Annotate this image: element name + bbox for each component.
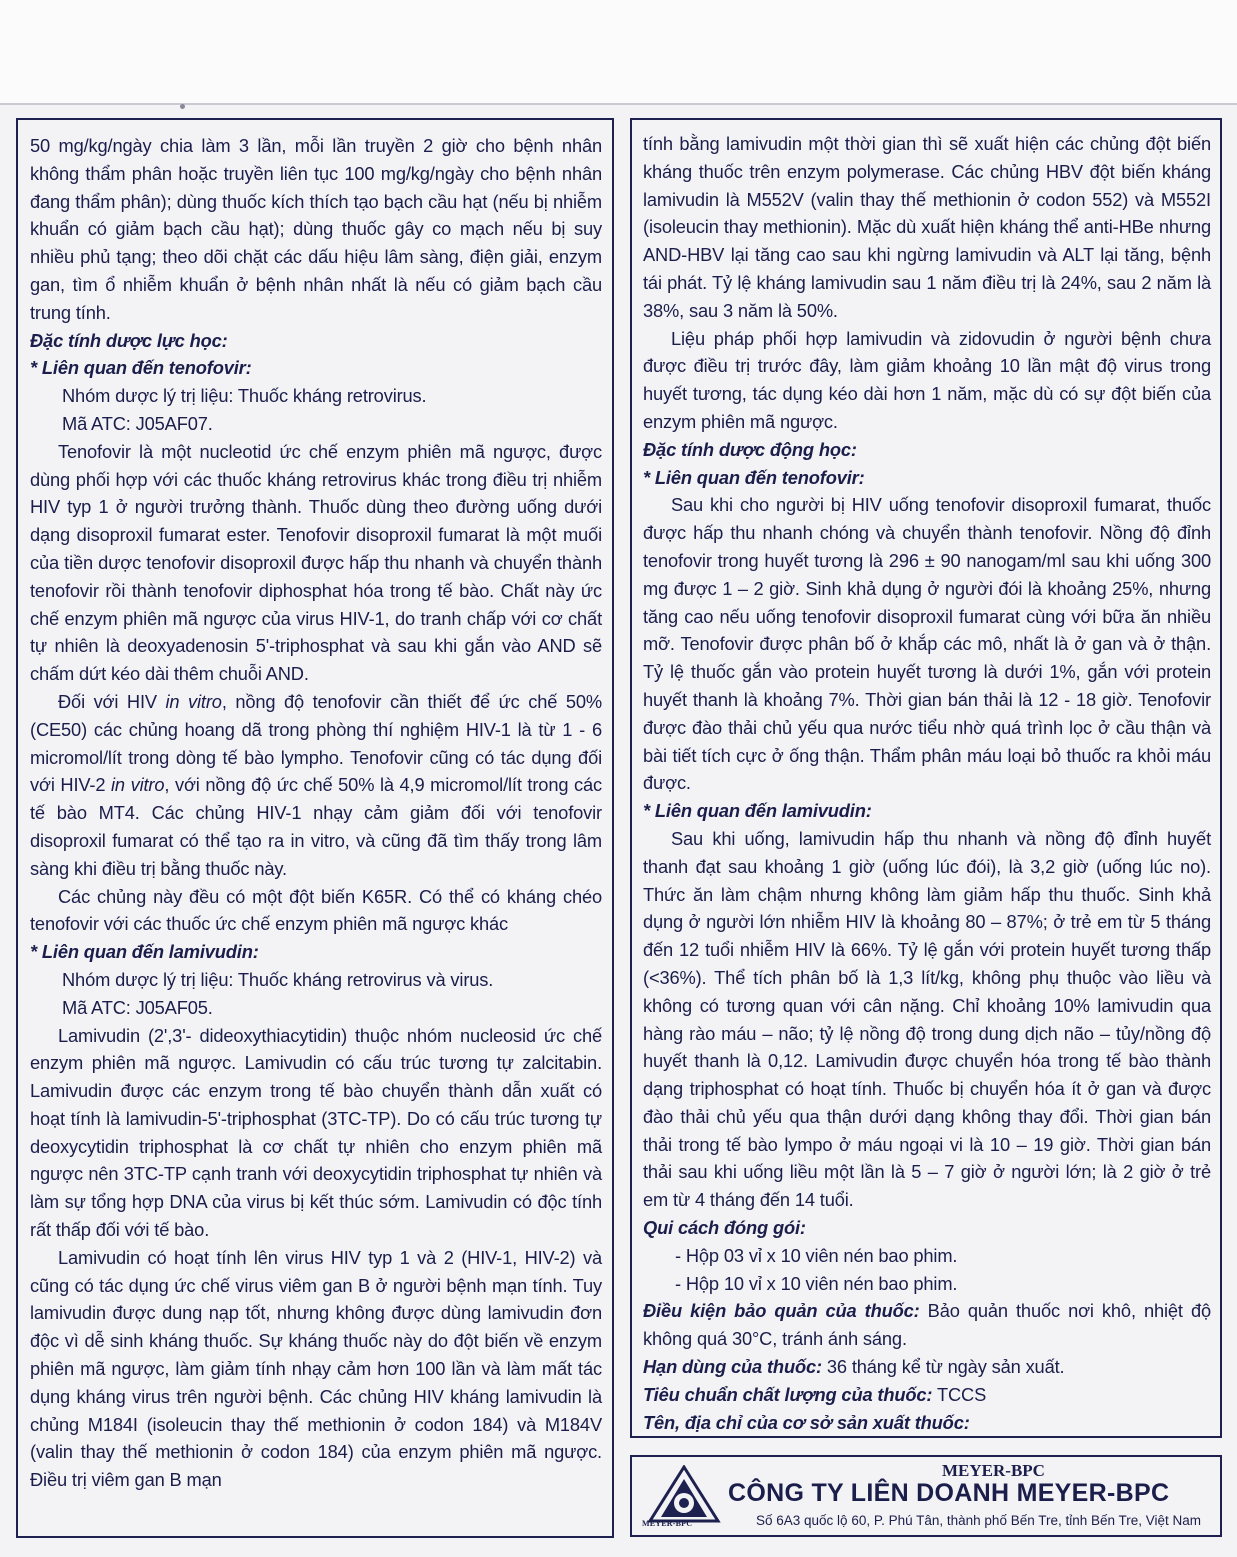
heading-pharmacokinetics: Đặc tính dược động học: [643,438,857,460]
quality-standard: Tiêu chuẩn chất lượng của thuốc: TCCS [643,1383,987,1405]
heading-tenofovir-pk: * Liên quan đến tenofovir: [643,466,865,488]
paper-speck [180,104,185,109]
brand-name: MEYER-BPC [942,1461,1045,1480]
paragraph-combination-therapy: Liệu pháp phối hợp lamivudin và zidovudin ở người bệnh chưa được điều trị trước đây, làm giảm khoảng 10 lần mật độ virus trong huyết tương, tác dụng kéo dài hơn 1 năm, mặc dù có sự đột biến của enzym phiên mã ngược. [643,327,1211,432]
heading-tenofovir: * Liên quan đến tenofovir: [30,357,252,379]
heading-pharmacodynamics: Đặc tính dược lực học: [30,329,228,351]
shelf-life: Hạn dùng của thuốc: 36 tháng kể từ ngày sản xuất. [643,1356,1065,1378]
tenofovir-pk-paragraph: Sau khi cho người bị HIV uống tenofovir disoproxil fumarat, thuốc được hấp thu nhanh chóng và chuyển thành tenofovir. Nồng độ đỉnh tenofovir trong huyết tương là 296 ± 90 nanogam/ml sau khi uống 300 mg được 1 – 2 giờ. Sinh khả dụng ở người đói là khoảng 25%, nhưng tăng cao nếu uống tenofovir disoproxil fumarat cùng với bữa ăn nhiều mỡ. Tenofovir được phân bố ở khắp các mô, nhất là ở gan và ở thận. Tỷ lệ thuốc gắn vào protein huyết tương là dưới 1%, gắn với protein huyết thanh là khoảng 7%. Thời gian bán thải là 12 - 18 giờ. Tenofovir được đào thải chủ yếu qua nước tiểu nhờ quá trình lọc ở cầu thận và bài tiết tích cực ở ống thận. Thẩm phân máu loại bỏ thuốc ra khỏi máu được. [643,494,1211,794]
manufacturer-box [630,1455,1222,1537]
logo-label: MEYER-BPC [642,1519,693,1528]
packaging-item-2: - Hộp 10 vỉ x 10 viên nén bao phim. [675,1272,958,1294]
tenofovir-group: Nhóm dược lý trị liệu: Thuốc kháng retrovirus. [62,385,427,407]
lamivudin-atc: Mã ATC: J05AF05. [62,996,213,1018]
lamivudin-paragraph-2: Lamivudin có hoạt tính lên virus HIV typ 1 và 2 (HIV-1, HIV-2) và cũng có tác dụng ức chế virus viêm gan B ở người bệnh mạn tính. Tuy lamivudin được dung nạp tốt, nhưng không được dùng lamivudin đơn độc vì dễ sinh kháng thuốc. Sự kháng thuốc này do đột biến về enzym phiên mã ngược, làm giảm tính nhạy cảm hơn 100 lần và làm mất tác dụng kháng virus trên người bệnh. Các chủng HIV kháng lamivudin là chủng M184I (isoleucin thay thế methionin ở codon 184) và M184V (valin thay thế methionin ở codon 184) của enzym phiên mã ngược. Điều trị viêm gan B mạn [30,1246,602,1491]
heading-lamivudin-pk: * Liên quan đến lamivudin: [643,800,872,822]
manufacturer-heading: Tên, địa chỉ của cơ sở sản xuất thuốc: [643,1411,970,1433]
lamivudin-pk-paragraph: Sau khi uống, lamivudin hấp thu nhanh và nồng độ đỉnh huyết thanh đạt sau khoảng 1 giờ (uống lúc đói), là 3,2 giờ (uống lúc no). Thức ăn làm chậm nhưng không làm giảm hấp thu thuốc. Sinh khả dụng ở người lớn nhiễm HIV là khoảng 80 – 87%; ở trẻ em từ 5 tháng đến 12 tuổi nhiễm HIV là 66%. Tỷ lệ gắn với protein huyết tương thấp (<36%). Thể tích phân bố là 1,3 lít/kg, không phụ thuộc vào liều và không có tương quan với cân nặng. Chỉ khoảng 10% lamivudin qua hàng rào máu – não; tỷ lệ nồng độ trong dung dịch não – tủy/nồng độ huyết thanh là 0,12. Lamivudin được chuyển hóa trong tế bào thành dạng triphosphat có hoạt tính. Thuốc bị chuyển hóa ít ở gan và được đào thải chủ yếu qua thận dưới dạng không thay đổi. Thời gian bán thải trong tế bào lympo ở máu ngoại vi là 10 – 19 giờ. Thời gian bán thải sau khi uống liều một lần là 5 – 7 giờ ở người lớn; là 2 giờ ở trẻ em từ 4 tháng đến 14 tuổi. [643,827,1211,1211]
paragraph-treatment: 50 mg/kg/ngày chia làm 3 lần, mỗi lần truyền 2 giờ cho bệnh nhân không thẩm phân hoặc truyền liên tục 100 mg/kg/ngày cho bệnh nhân đang thẩm phân); dùng thuốc kích thích tạo bạch cầu hạt (nếu bị nhiễm khuẩn có giảm bạch cầu hạt); dùng thuốc gây co mạch nếu bị suy nhiều phủ tạng; theo dõi chặt các dấu hiệu lâm sàng, điện giải, enzym gan, tìm ổ nhiễm khuẩn ở bệnh nhân nhất là nếu có giảm bạch cầu trung tính. [30,135,602,323]
right-column [630,118,1222,1438]
company-name: CÔNG TY LIÊN DOANH MEYER-BPC [728,1479,1170,1507]
packaging-item-1: - Hộp 03 vỉ x 10 viên nén bao phim. [675,1244,958,1266]
heading-packaging: Qui cách đóng gói: [643,1217,806,1239]
page-top-margin [0,0,1237,104]
tenofovir-atc: Mã ATC: J05AF07. [62,412,213,434]
page-fold-line [0,103,1237,105]
tenofovir-paragraph-1: Tenofovir là một nucleotid ức chế enzym phiên mã ngược, được dùng phối hợp với các thuốc kháng retrovirus khác trong điều trị nhiễm HIV typ 1 ở người trưởng thành. Thuốc dùng theo đường uống dưới dạng disoproxil fumarat ester. Tenofovir disoproxil fumarat là một muối của tiền dược tenofovir disoproxil được hấp thu nhanh và chuyển thành tenofovir rồi thành tenofovir diphosphat hóa trong tế bào. Chất này ức chế enzym phiên mã ngược của virus HIV-1, do tranh chấp với cơ chất tự nhiên là deoxyadenosin 5'-triphosphat và sau khi gắn vào AND sẽ chấm dứt kéo dài thêm chuỗi AND. [30,440,602,685]
storage-condition: Điều kiện bảo quản của thuốc: Bảo quản thuốc nơi khô, nhiệt độ không quá 30°C, tránh ánh sáng. [643,1300,1211,1350]
lamivudin-group: Nhóm dược lý trị liệu: Thuốc kháng retrovirus và virus. [62,968,494,990]
meyer-bpc-logo-icon [646,1465,722,1527]
left-column [16,118,614,1538]
heading-lamivudin: * Liên quan đến lamivudin: [30,941,259,963]
tenofovir-paragraph-3: Các chủng này đều có một đột biến K65R. Có thể có kháng chéo tenofovir với các thuốc ức chế enzym phiên mã ngược khác [30,885,602,935]
lamivudin-paragraph-1: Lamivudin (2',3'- dideoxythiacytidin) thuộc nhóm nucleosid ức chế enzym phiên mã ngược. Lamivudin có cấu trúc tương tự zalcitabin. Lamivudin được các enzym trong tế bào chuyển thành dẫn xuất có hoạt tính là lamivudin-5'-triphosphat (3TC-TP). Do có cấu trúc tương tự deoxycytidin triphosphat là cơ chất tự nhiên cho enzym phiên mã ngược nên 3TC-TP cạnh tranh với deoxycytidin triphosphat tự nhiên và làm sự tổng hợp DNA của virus bị kết thúc sớm. Lamivudin có độc tính rất thấp đối với tế bào. [30,1024,602,1241]
paragraph-hbv-resistance: tính bằng lamivudin một thời gian thì sẽ xuất hiện các chủng đột biến kháng thuốc trên enzym polymerase. Các chủng HBV đột biến kháng lamivudin là M552V (valin thay thế methionin ở codon 552) và M552I (isoleucin thay methionin). Mặc dù xuất hiện kháng thể anti-HBe nhưng AND-HBV lại tăng cao sau khi ngừng lamivudin và ALT lại tăng, bệnh tái phát. Tỷ lệ kháng lamivudin sau 1 năm điều trị là 24%, sau 2 năm là 38%, sau 3 năm là 50%. [643,133,1211,321]
company-address: Số 6A3 quốc lộ 60, P. Phú Tân, thành phố Bến Tre, tỉnh Bến Tre, Việt Nam [756,1513,1202,1528]
tenofovir-paragraph-2: Đối với HIV in vitro, nồng độ tenofovir cần thiết để ức chế 50% (CE50) các chủng hoang dã trong phòng thí nghiệm HIV-1 là từ 1 - 6 micromol/lít trong dòng tế bào lympho. Tenofovir cũng có tác dụng đối với HIV-2 in vitro, với nồng độ ức chế 50% là 4,9 micromol/lít trong các tế bào MT4. Các chủng HIV-1 nhạy cảm giảm đối với tenofovir disoproxil fumarat có thể tạo ra in vitro, và cũng đã tìm thấy trong lâm sàng khi điều trị bằng thuốc này. [30,690,602,879]
